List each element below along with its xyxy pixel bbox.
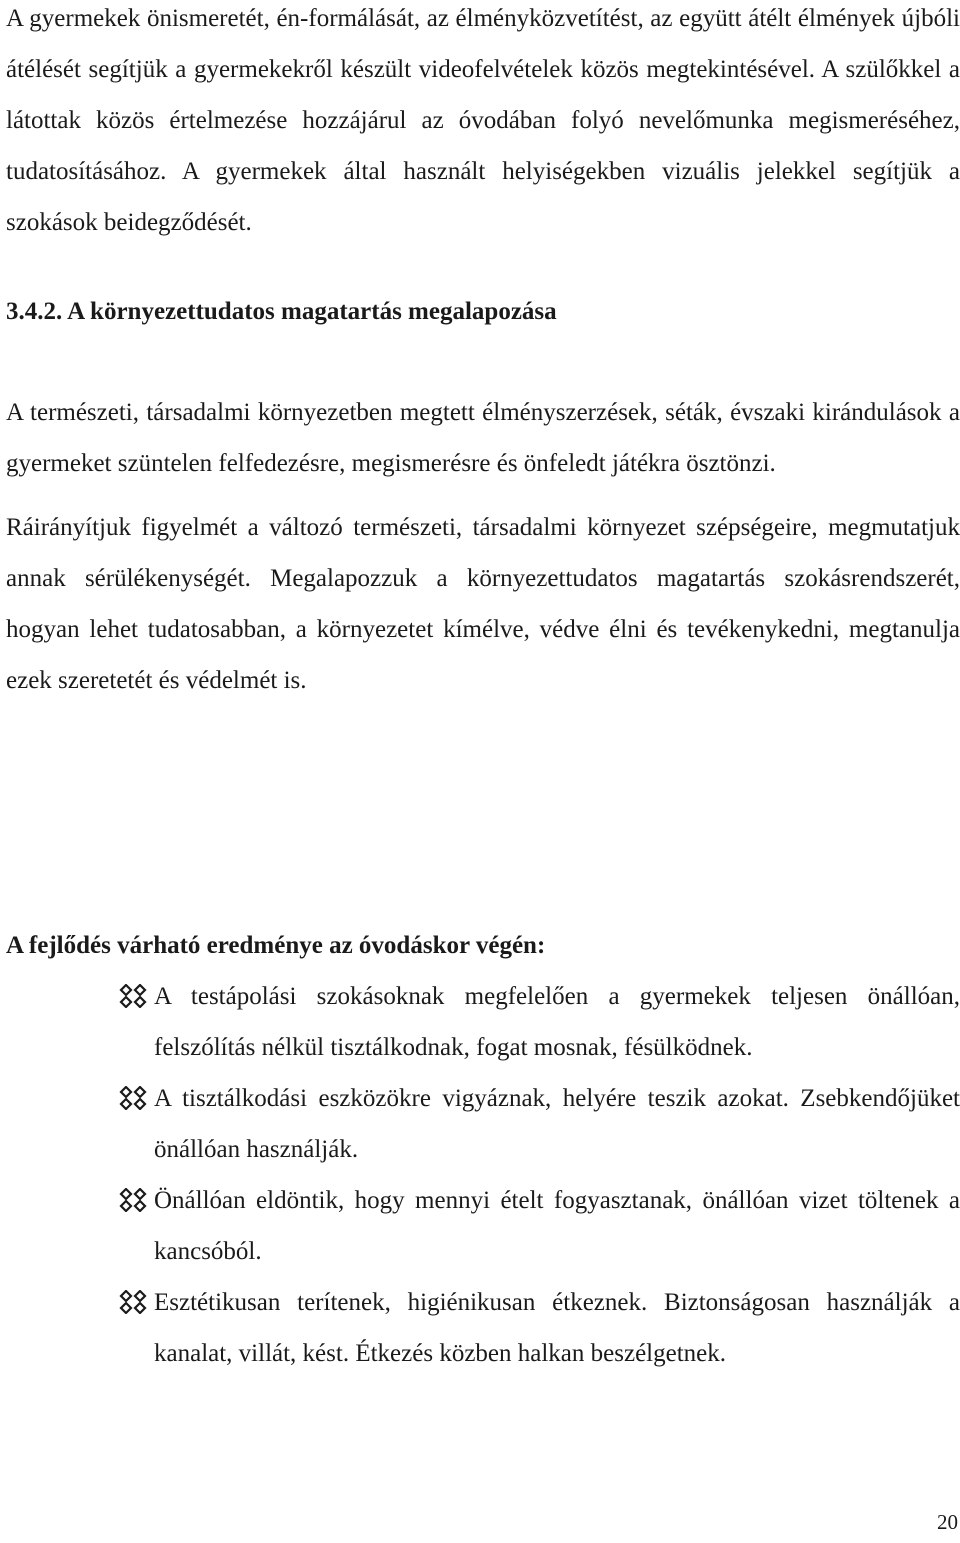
- diamond-bullet-icon: [119, 1290, 147, 1314]
- list-item-text: Önállóan eldöntik, hogy mennyi ételt fogyasztanak, önállóan vizet töltenek a kancsóból.: [154, 1187, 960, 1265]
- list-item: [6, 1175, 960, 1277]
- results-heading: A fejlődés várható eredménye az óvodáskor végén:: [6, 932, 546, 959]
- section-paragraph: Ráirányítjuk figyelmét a változó természeti, társadalmi környezet szépségeire, megmutatjuk annak sérülékenységét. Megalapozzuk a környezettudatos magatartás szokásrendszerét, hogyan lehet tudatosabban, a környezetet kímélve, védve élni és tevékenykedni, megtanulja ezek szeretetét és védelmét is.: [6, 514, 960, 694]
- diamond-bullet-icon: [119, 1086, 147, 1110]
- list-item-text: Esztétikusan terítenek, higiénikusan étkeznek. Biztonságosan használják a kanalat, villát, kést. Étkezés közben halkan beszélgetnek.: [154, 1289, 960, 1367]
- document-page: [6, 0, 960, 1367]
- list-item-text: A testápolási szokásoknak megfelelően a gyermekek teljesen önállóan, felszólítás nélkül tisztálkodnak, fogat mosnak, fésülködnek.: [154, 983, 960, 1061]
- section-heading: 3.4.2. A környezettudatos magatartás megalapozása: [6, 298, 557, 325]
- list-item-text: A tisztálkodási eszközökre vigyáznak, helyére teszik azokat. Zsebkendőjüket önállóan használják.: [154, 1085, 960, 1163]
- list-item: [6, 1277, 960, 1379]
- diamond-bullet-icon: [119, 1188, 147, 1212]
- diamond-bullet-icon: [119, 984, 147, 1008]
- list-item: [6, 1073, 960, 1175]
- list-item: [6, 971, 960, 1073]
- intro-paragraph: A gyermekek önismeretét, én-formálását, az élményközvetítést, az együtt átélt élmények újbóli átélését segítjük a gyermekekről készült videofelvételek közös megtekintésével. A szülőkkel a látottak közös értelmezése hozzájárul az óvodában folyó nevelőmunka megismeréséhez, tudatosításához. A gyermekek által használt helyiségekben vizuális jelekkel segítjük a szokások beidegződését.: [6, 5, 960, 236]
- section-paragraph: A természeti, társadalmi környezetben megtett élményszerzések, séták, évszaki kirándulások a gyermeket szüntelen felfedezésre, megismerésre és önfeledt játékra ösztönzi.: [6, 399, 960, 477]
- results-list: [6, 971, 960, 1379]
- page-number: 20: [937, 1510, 958, 1534]
